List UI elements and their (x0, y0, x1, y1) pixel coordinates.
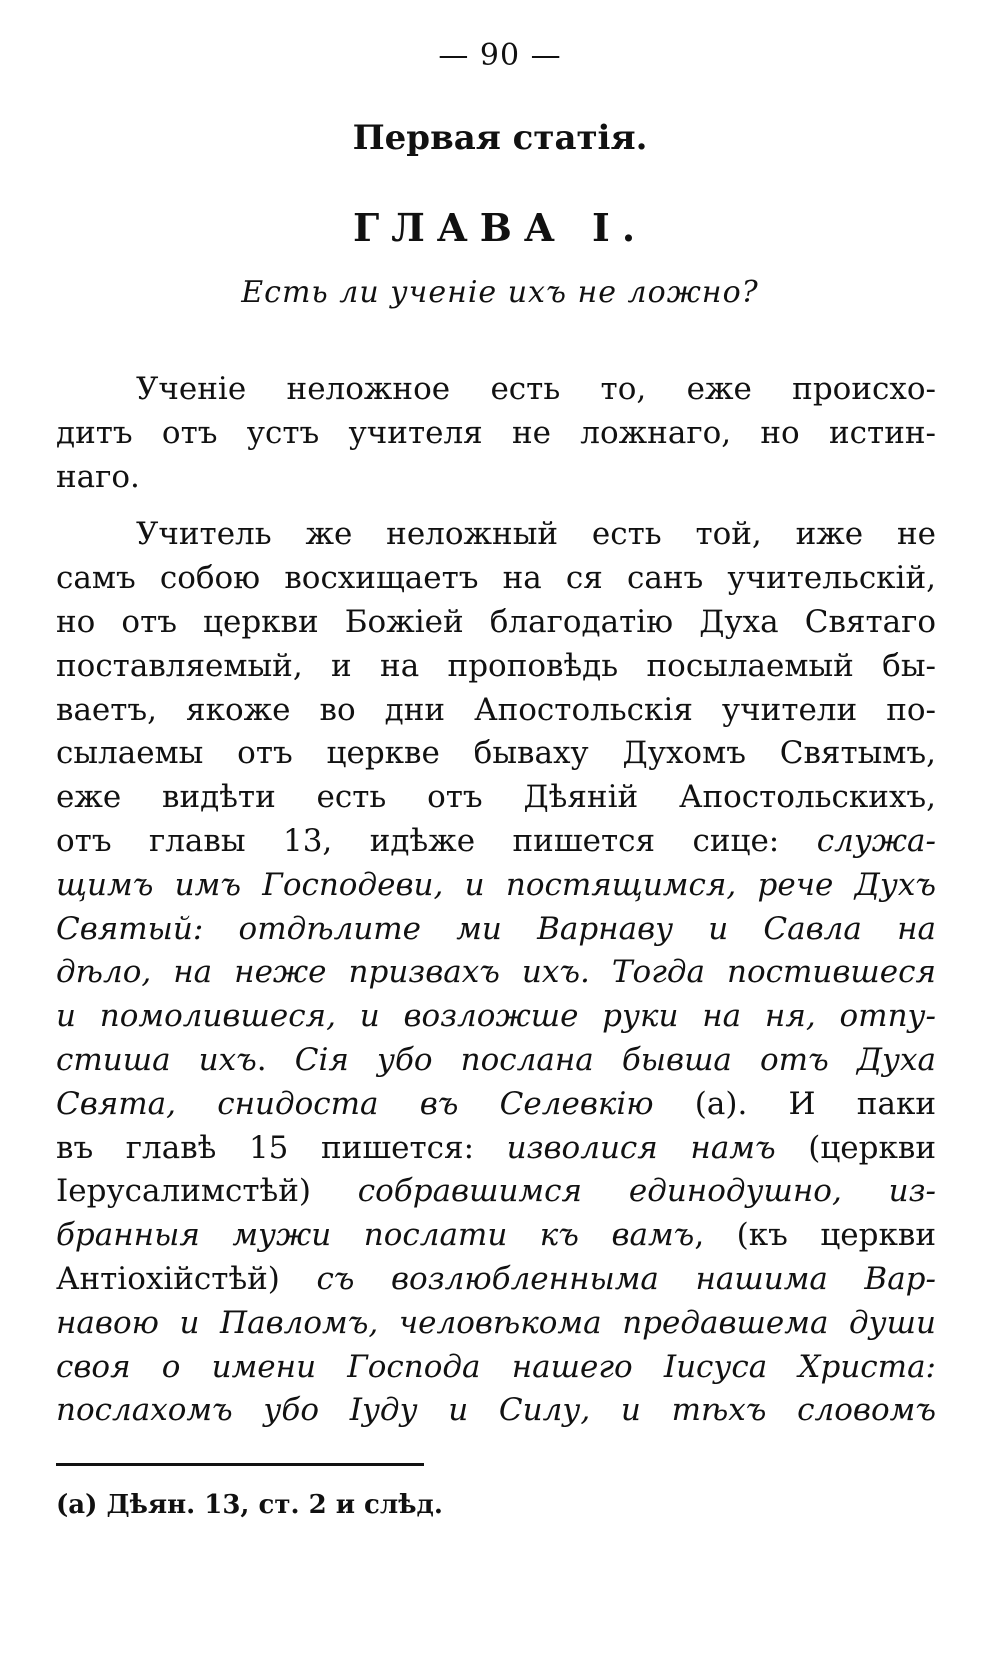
text-segment-italic: дѣло, на неже призвахъ ихъ. Тогда постившеся (56, 954, 936, 991)
text-line (56, 513, 936, 557)
text-line (56, 601, 936, 645)
text-segment: . (256, 1041, 295, 1078)
text-segment: наго. (56, 458, 140, 495)
text-line (56, 908, 936, 952)
text-segment: но отъ церкви Божіей благодатію Духа Святаго (56, 603, 936, 640)
text-line (56, 995, 936, 1039)
text-segment: , (къ церкви (694, 1217, 936, 1254)
text-segment-italic: бранныя мужи послати къ вамъ (56, 1217, 695, 1254)
text-segment: въ главѣ 15 пишется: (56, 1129, 507, 1166)
text-line (56, 1302, 936, 1346)
footnote: (а) Дѣян. 13, ст. 2 и слѣд. (56, 1490, 443, 1520)
text-segment-italic: изволися намъ (506, 1129, 776, 1166)
text-line (56, 1170, 936, 1214)
text-line (56, 412, 936, 456)
text-segment: (церкви (775, 1129, 936, 1166)
text-line (56, 1127, 936, 1171)
text-segment-italic: своя о имени Господа нашего Іисуса Христа: (56, 1348, 936, 1385)
chapter-title: ГЛАВА I. (352, 205, 648, 250)
text-line (56, 689, 936, 733)
text-segment: Учитель же неложный есть той, иже не (136, 516, 936, 553)
text-segment-italic: щимъ имъ Господеви, и постящимся, рече Духъ (56, 866, 936, 903)
text-segment: поставляемый, и на проповѣдь посылаемый бы- (56, 647, 936, 684)
text-line (56, 864, 936, 908)
footnote-divider (56, 1463, 424, 1466)
part-title: Первая статія. (352, 118, 648, 158)
text-line (56, 557, 936, 601)
text-segment: еже видѣти есть отъ Дѣяній Апостольскихъ, (56, 779, 936, 816)
text-line (56, 1083, 936, 1127)
body-text (56, 368, 936, 1433)
text-segment: ваетъ, якоже во дни Апостольскія учители по- (56, 691, 936, 728)
text-line (56, 776, 936, 820)
text-segment-italic: Святый: отдѣлите ми Варнаву и Савла на (56, 910, 936, 947)
text-segment: отъ главы 13, идѣже пишется сице: (56, 822, 817, 859)
text-segment-italic: и помолившеся, и возложше руки на ня, отпу- (56, 998, 936, 1035)
text-line (56, 732, 936, 776)
text-segment-italic: послахомъ убо Іуду и Силу, и тѣхъ словомъ (56, 1392, 936, 1429)
text-segment-italic: Сія убо послана бывша отъ Духа (294, 1041, 936, 1078)
chapter-subtitle: Есть ли ученіе ихъ не ложно? (241, 275, 759, 310)
text-segment: Іерусалимстѣй) (56, 1173, 358, 1210)
page-number: — 90 — (438, 38, 562, 73)
text-segment-italic: съ возлюбленныма нашима Вар- (316, 1260, 936, 1297)
text-line (56, 1039, 936, 1083)
text-line (56, 456, 936, 500)
text-segment: самъ собою восхищаетъ на ся санъ учительскій, (56, 560, 936, 597)
paragraph-2 (56, 513, 936, 1433)
text-line (56, 1258, 936, 1302)
text-segment: (а). И паки (653, 1085, 936, 1122)
text-segment-italic: навою и Павломъ, человѣкома предавшема души (56, 1304, 936, 1341)
text-line (56, 820, 936, 864)
text-line (56, 368, 936, 412)
text-segment-italic: собравшимся единодушно, из- (357, 1173, 936, 1210)
text-line (56, 645, 936, 689)
text-line (56, 1389, 936, 1433)
text-segment: Ученіе неложное есть то, еже происхо- (136, 371, 936, 407)
text-segment: сылаемы отъ церкве бываху Духомъ Святымъ, (56, 735, 936, 772)
text-segment-italic: Свята, снидоста въ Селевкію (56, 1085, 654, 1122)
paragraph-1 (56, 368, 936, 499)
text-segment-italic: стиша ихъ (56, 1041, 257, 1078)
text-line (56, 951, 936, 995)
text-line (56, 1214, 936, 1258)
text-line (56, 1346, 936, 1390)
text-segment: дитъ отъ устъ учителя не ложнаго, но истин- (56, 414, 936, 451)
text-segment: Антіохійстѣй) (56, 1260, 317, 1297)
text-segment-italic: служа- (816, 822, 936, 859)
